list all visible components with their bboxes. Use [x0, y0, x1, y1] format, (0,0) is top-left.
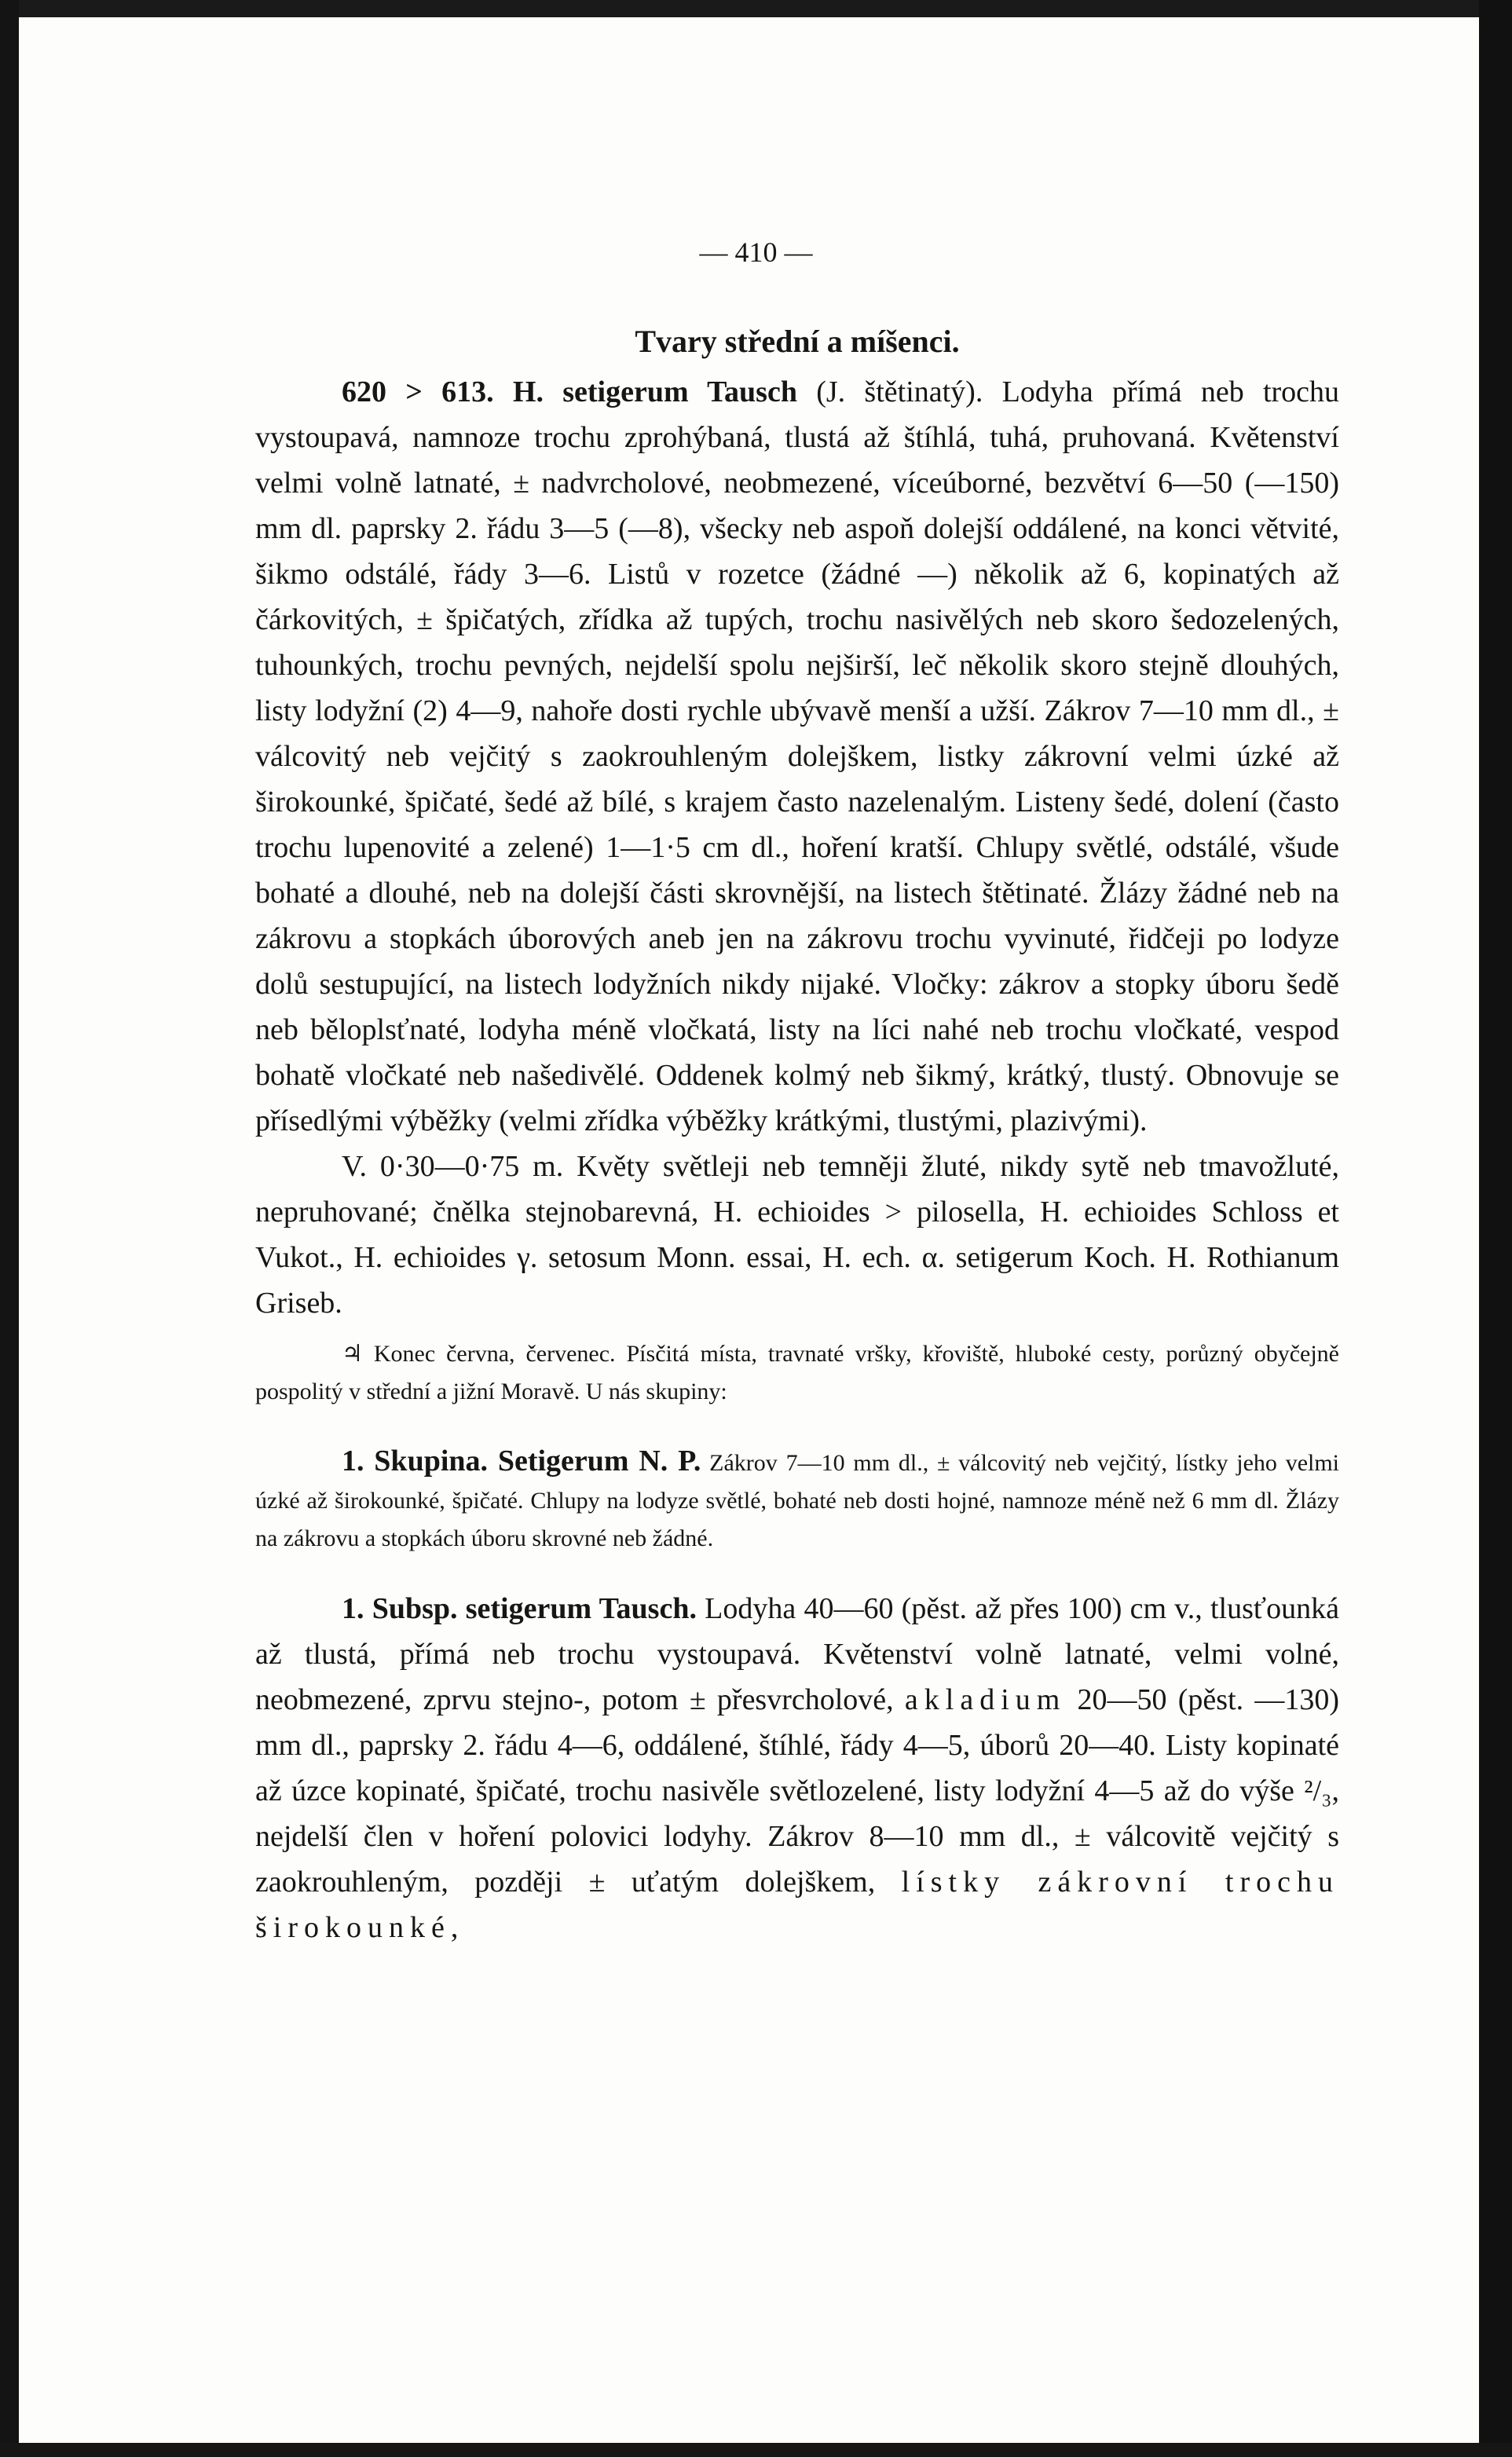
group-label: 1. Skupina. Setigerum N. P.	[342, 1445, 701, 1477]
flowering-paragraph: V. 0·30—0·75 m. Květy světleji neb temněji žluté, nikdy sytě neb tmavožluté, nepruhované; čnělka stejnobarevná, H. echioides > pilosella, H. echioides Schloss et Vukot., H. echioides γ. setosum Monn. essai, H. ech. α. setigerum Koch. H. Rothianum Griseb.	[255, 1150, 1339, 1320]
subspecies-paragraph	[255, 1586, 1339, 1950]
habitat-paragraph: ♃ Konec června, červenec. Písčitá místa, travnaté vršky, křoviště, hluboké cesty, porůzný obyčejně pospolitý v střední a jižní Moravě. U nás skupiny:	[255, 1341, 1339, 1404]
subspecies-label: 1. Subsp. setigerum Tausch.	[342, 1592, 697, 1625]
subspecies-text-a: Lodyha 40—60 (pěst. až přes 100) cm v., tlusťounká až tlustá, přímá neb trochu vystoupavá. Květenství volně latnaté, velmi volné, neobmezené, zprvu stejno-, potom ± přesvrcholové,	[255, 1592, 1339, 1716]
scan-border-bottom	[0, 2443, 1512, 2457]
scan-border-right	[1479, 0, 1512, 2457]
page-number: — 410 —	[699, 236, 813, 268]
scan-border-top	[0, 0, 1512, 17]
species-author: (J. štětinatý).	[816, 375, 983, 408]
main-text-block	[255, 322, 1339, 1950]
species-paragraph	[255, 369, 1339, 1144]
scan-border-left	[0, 0, 19, 2457]
species-name: H. setigerum Tausch	[512, 375, 797, 408]
group-text: Zákrov 7—10 mm dl., ± válcovitý neb vejčitý, lístky jeho velmi úzké až širokounké, špičaté. Chlupy na lodyze světlé, bohaté neb dosti hojné, namnoze méně než 6 mm dl. Žlázy na zákrovu a stopkách úboru skrovné neb žádné.	[255, 1450, 1340, 1551]
section-heading: Tvary střední a míšenci.	[635, 324, 960, 359]
group-paragraph	[255, 1442, 1339, 1558]
subspecies-text-b: 20—50 (pěst. —130) mm dl., paprsky 2. řádu 4—6, oddálené, štíhlé, řády 4—5, úborů 20—40. Listy kopinaté až úzce kopinaté, špičaté, trochu nasivěle světlozelené, listy lodyžní 4—5 až do výše ²/₃, nejdelší člen v hoření polovici lodyhy. Zákrov 8—10 mm dl., ± válcovitě vejčitý s zaokrouhleným, později ± uťatým dolejškem,	[255, 1683, 1340, 1899]
spaced-term-akladium: akladium	[904, 1683, 1067, 1716]
spaced-term-involucre: lístky zákrovní trochu širokounké,	[255, 1866, 1340, 1944]
species-number: 620 > 613.	[342, 375, 494, 408]
species-description: Lodyha přímá neb trochu vystoupavá, namnoze trochu zprohýbaná, tlustá až štíhlá, tuhá, pruhovaná. Květenství velmi volně latnaté, ± nadvrcholové, neobmezené, víceúborné, bezvětví 6—50 (—150) mm dl. paprsky 2. řádu 3—5 (—8), všecky neb aspoň dolejší oddálené, na konci větvité, šikmo odstálé, řády 3—6. Listů v rozetce (žádné —) několik až 6, kopinatých až čárkovitých, ± špičatých, zřídka až tupých, trochu nasivělých neb skoro šedozelených, tuhounkých, trochu pevných, nejdelší spolu nejširší, leč několik skoro stejně dlouhých, listy lodyžní (2) 4—9, nahoře dosti rychle ubývavě menší a užší. Zákrov 7—10 mm dl., ± válcovitý neb vejčitý s zaokrouhleným dolejškem, listky zákrovní velmi úzké až širokounké, špičaté, šedé až bílé, s krajem často nazelenalým. Listeny šedé, dolení (často trochu lupenovité a zelené) 1—1·5 cm dl., hoření kratší. Chlupy světlé, odstálé, všude bohaté a dlouhé, neb na dolejší části skrovnější, na listech štětinaté. Žlázy žádné neb na zákrovu a stopkách úborových aneb jen na zákrovu trochu vyvinuté, řidčeji po lodyze dolů sestupující, na listech lodyžních nikdy nijaké. Vločky: zákrov a stopky úboru šedě neb běloplsťnaté, lodyha méně vločkatá, listy na líci nahé neb trochu vločkaté, vespod bohatě vločkaté neb našedivělé. Oddenek kolmý neb šikmý, krátký, tlustý. Obnovuje se přísedlými výběžky (velmi zřídka výběžky krátkými, tlustými, plazivými).	[255, 375, 1340, 1137]
